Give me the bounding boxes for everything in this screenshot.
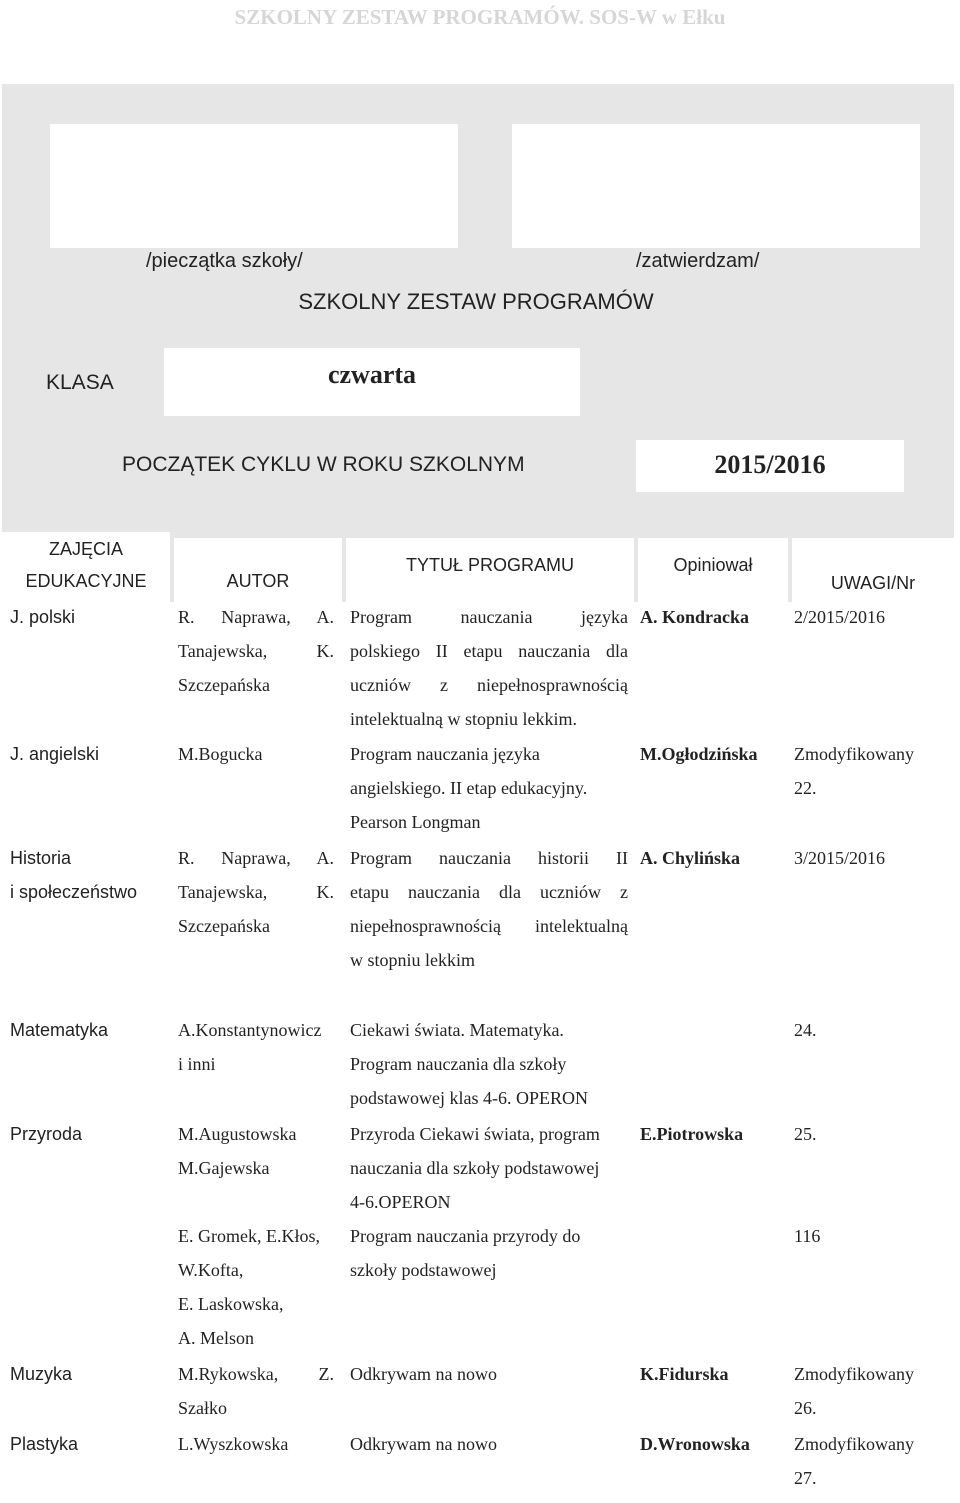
- row-reviewer: K.Fidurska: [640, 1364, 729, 1384]
- row-author-line: E. Gromek, E.Kłos,: [178, 1226, 320, 1246]
- row-author-line: Szczepańska: [178, 675, 270, 695]
- row-author-line: M.Gajewska: [178, 1158, 270, 1178]
- row-notes-line: 25.: [794, 1124, 817, 1144]
- row-subject-line: J. polski: [10, 607, 76, 627]
- header-subject-line2: EDUKACYJNE: [25, 571, 147, 591]
- header-title: TYTUŁ PROGRAMU: [405, 555, 574, 575]
- row-author-line: Szczepańska: [178, 916, 270, 936]
- row-subject-line: Matematyka: [10, 1020, 109, 1040]
- row-author-line: W.Kofta,: [178, 1260, 244, 1280]
- row-title-line: Odkrywam na nowo: [350, 1364, 497, 1384]
- row-notes-line: Zmodyfikowany: [794, 744, 914, 764]
- row-subject-line: J. angielski: [10, 744, 100, 764]
- row-title-line: Pearson Longman: [350, 812, 481, 832]
- row-notes-line: Zmodyfikowany: [794, 1364, 914, 1384]
- row-author-line: M.Bogucka: [178, 744, 263, 764]
- row-title-line: Program nauczania języka: [350, 744, 540, 764]
- row-title-line: 4-6.OPERON: [350, 1192, 451, 1212]
- header-author: AUTOR: [226, 571, 290, 591]
- row-author-line: R. Naprawa, A.: [178, 607, 334, 627]
- row-notes-line: 26.: [794, 1398, 817, 1418]
- row-author-line: A. Melson: [178, 1328, 254, 1348]
- row-title-line: nauczania dla szkoły podstawowej: [350, 1158, 600, 1178]
- header-notes: UWAGI/Nr: [830, 573, 916, 593]
- row-author-line: Szałko: [178, 1398, 227, 1418]
- header-reviewer-cell: [638, 538, 788, 602]
- row-author-line: i inni: [178, 1054, 216, 1074]
- row-author-line: L.Wyszkowska: [178, 1434, 289, 1454]
- row-subject-line: Muzyka: [10, 1364, 73, 1384]
- row-notes-line: Zmodyfikowany: [794, 1434, 914, 1454]
- header-author-cell: [174, 538, 342, 602]
- row-reviewer: E.Piotrowska: [640, 1124, 744, 1144]
- school-year-value: 2015/2016: [714, 450, 826, 479]
- row-notes-line: 2/2015/2016: [794, 607, 886, 627]
- row-title-line: Odkrywam na nowo: [350, 1434, 497, 1454]
- row-notes-line: 27.: [794, 1468, 817, 1488]
- row-title-line: w stopniu lekkim: [350, 950, 475, 970]
- row-author-line: M.Augustowska: [178, 1124, 297, 1144]
- row-title-line: szkoły podstawowej: [350, 1260, 497, 1280]
- row-subject-line: Historia: [10, 848, 72, 868]
- row-notes-line: 22.: [794, 778, 817, 798]
- row-author-line: A.Konstantynowicz: [178, 1020, 322, 1040]
- row-reviewer: A. Chylińska: [640, 848, 741, 868]
- row-title-line: Program nauczania historii II: [350, 848, 628, 868]
- header-reviewer: Opiniował: [673, 555, 753, 575]
- row-title-line: Ciekawi świata. Matematyka.: [350, 1020, 564, 1040]
- row-title-line: podstawowej klas 4-6. OPERON: [350, 1088, 588, 1108]
- school-stamp-label: /pieczątka szkoły/: [146, 250, 303, 272]
- row-reviewer: D.Wronowska: [640, 1434, 750, 1454]
- row-author-line: M.Rykowska, Z.: [178, 1364, 334, 1384]
- row-title-line: Program nauczania dla szkoły: [350, 1054, 567, 1074]
- header-subject-line1: ZAJĘCIA: [48, 539, 123, 559]
- header-notes-cell: [792, 538, 954, 602]
- row-title-line: Program nauczania przyrody do: [350, 1226, 581, 1246]
- row-notes-line: 24.: [794, 1020, 817, 1040]
- row-author-line: Tanajewska, K.: [178, 882, 334, 902]
- table-header-row: [2, 532, 954, 602]
- row-title-line: uczniów z niepełnosprawnością: [350, 675, 628, 695]
- row-title-line: intelektualną w stopniu lekkim.: [350, 709, 577, 729]
- cycle-start-label: POCZĄTEK CYKLU W ROKU SZKOLNYM: [122, 453, 525, 476]
- header-subject-cell: [2, 532, 170, 602]
- row-title-line: niepełnosprawnością intelektualną: [350, 916, 628, 936]
- class-label: KLASA: [46, 371, 114, 394]
- row-title-line: Program nauczania języka: [350, 607, 628, 627]
- row-title-line: etapu nauczania dla uczniów z: [350, 882, 628, 902]
- row-author-line: Tanajewska, K.: [178, 641, 334, 661]
- row-title-line: polskiego II etapu nauczania dla: [350, 641, 628, 661]
- row-author-line: R. Naprawa, A.: [178, 848, 334, 868]
- row-notes-line: 3/2015/2016: [794, 848, 886, 868]
- class-value: czwarta: [327, 360, 417, 389]
- row-subject-line: i społeczeństwo: [10, 882, 138, 902]
- approval-field[interactable]: [512, 124, 920, 248]
- page-title: SZKOLNY ZESTAW PROGRAMÓW: [298, 289, 654, 314]
- row-author-line: E. Laskowska,: [178, 1294, 284, 1314]
- row-subject-line: Przyroda: [10, 1124, 83, 1144]
- row-reviewer: A. Kondracka: [640, 607, 750, 627]
- row-reviewer: M.Ogłodzińska: [640, 744, 758, 764]
- document-header: SZKOLNY ZESTAW PROGRAMÓW. SOS-W w Ełku: [234, 5, 726, 29]
- row-notes-line: 116: [794, 1226, 821, 1246]
- row-title-line: angielskiego. II etap edukacyjny.: [350, 778, 588, 798]
- approval-label: /zatwierdzam/: [636, 250, 760, 272]
- row-title-line: Przyroda Ciekawi świata, program: [350, 1124, 600, 1144]
- school-stamp-field[interactable]: [50, 124, 458, 248]
- header-title-cell: [346, 538, 634, 602]
- row-subject-line: Plastyka: [10, 1434, 79, 1454]
